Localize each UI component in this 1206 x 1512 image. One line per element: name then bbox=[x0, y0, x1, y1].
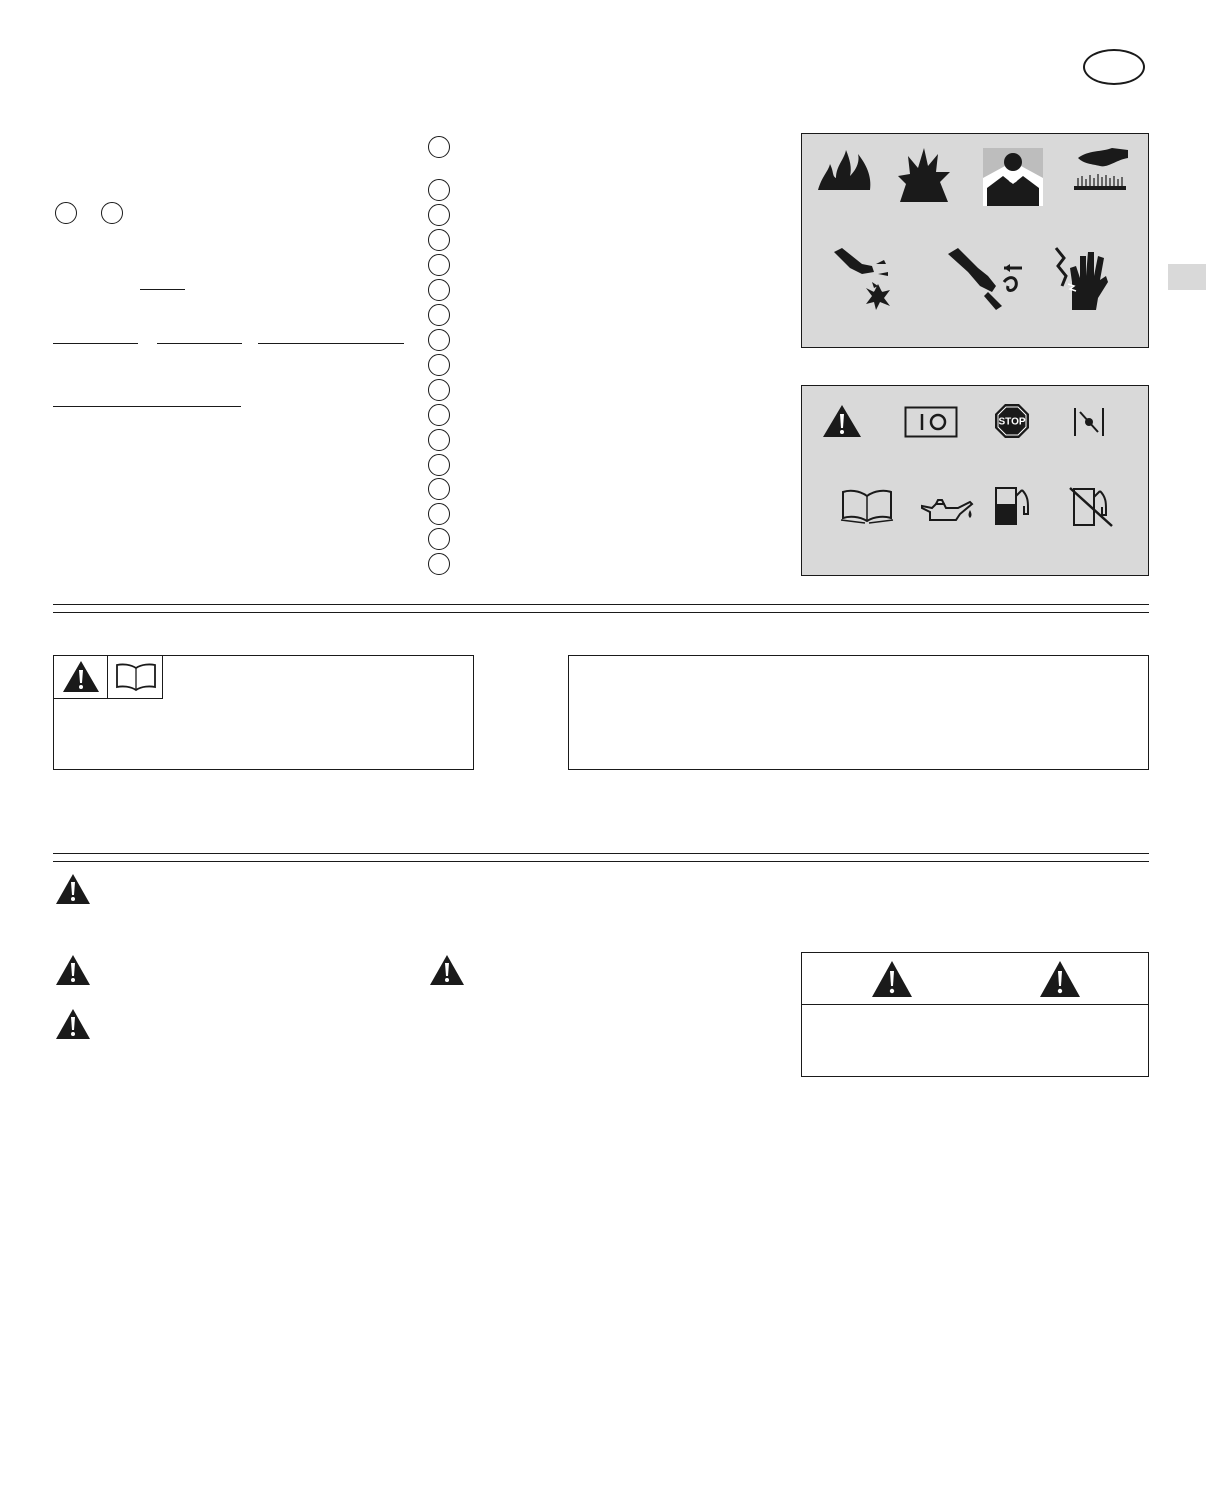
on-off-icon bbox=[904, 406, 958, 438]
list-circle bbox=[428, 528, 450, 550]
list-circle bbox=[428, 179, 450, 201]
list-circle bbox=[428, 254, 450, 276]
list-circle bbox=[428, 136, 450, 158]
underline bbox=[53, 406, 241, 407]
no-fuel-icon bbox=[1068, 486, 1114, 528]
danger-box-header bbox=[802, 953, 1148, 1005]
list-circle bbox=[428, 478, 450, 500]
fire-icon bbox=[816, 146, 874, 192]
explosion-icon bbox=[896, 144, 952, 204]
list-circle bbox=[428, 354, 450, 376]
info-box bbox=[568, 655, 1149, 770]
stop-icon bbox=[994, 403, 1030, 439]
safety-alert-icon bbox=[871, 960, 913, 998]
manual-book-icon bbox=[114, 662, 158, 692]
section-rule bbox=[53, 604, 1149, 605]
safety-alert-icon bbox=[1039, 960, 1081, 998]
language-badge bbox=[1083, 49, 1145, 85]
stop-label: STOP bbox=[998, 416, 1026, 428]
safety-alert-icon bbox=[55, 873, 91, 905]
callout-circle bbox=[55, 202, 77, 224]
choke-icon bbox=[1072, 406, 1106, 438]
entanglement-icon bbox=[944, 246, 1028, 312]
safety-alert-icon bbox=[62, 660, 100, 693]
manual-book-icon bbox=[839, 488, 895, 524]
operation-symbols-panel bbox=[801, 385, 1149, 576]
section-tab bbox=[1168, 264, 1206, 290]
oil-icon bbox=[918, 496, 976, 526]
list-circle bbox=[428, 503, 450, 525]
fuel-icon bbox=[994, 486, 1034, 526]
thrown-objects-icon bbox=[832, 246, 896, 312]
list-circle bbox=[428, 329, 450, 351]
list-circle bbox=[428, 279, 450, 301]
alert-cell bbox=[54, 656, 108, 699]
section-rule bbox=[53, 612, 1149, 613]
warning-box bbox=[53, 655, 474, 770]
underline bbox=[53, 343, 138, 344]
list-circle bbox=[428, 429, 450, 451]
electrical-shock-icon bbox=[1052, 246, 1112, 312]
list-circle bbox=[428, 229, 450, 251]
underline bbox=[140, 289, 185, 290]
underline bbox=[258, 343, 404, 344]
safety-alert-icon bbox=[55, 954, 91, 986]
safety-alert-icon bbox=[822, 404, 862, 438]
danger-box bbox=[801, 952, 1149, 1077]
list-circle bbox=[428, 204, 450, 226]
list-circle bbox=[428, 553, 450, 575]
section-rule bbox=[53, 853, 1149, 854]
toxic-fumes-icon bbox=[983, 148, 1043, 206]
list-circle bbox=[428, 404, 450, 426]
safety-alert-icon bbox=[429, 954, 465, 986]
hot-surface-icon bbox=[1072, 146, 1130, 194]
callout-circle bbox=[101, 202, 123, 224]
list-circle bbox=[428, 454, 450, 476]
manual-cell bbox=[108, 656, 163, 699]
list-circle bbox=[428, 379, 450, 401]
list-circle bbox=[428, 304, 450, 326]
safety-alert-icon bbox=[55, 1008, 91, 1040]
section-rule bbox=[53, 861, 1149, 862]
hazard-symbols-panel bbox=[801, 133, 1149, 348]
underline bbox=[157, 343, 242, 344]
